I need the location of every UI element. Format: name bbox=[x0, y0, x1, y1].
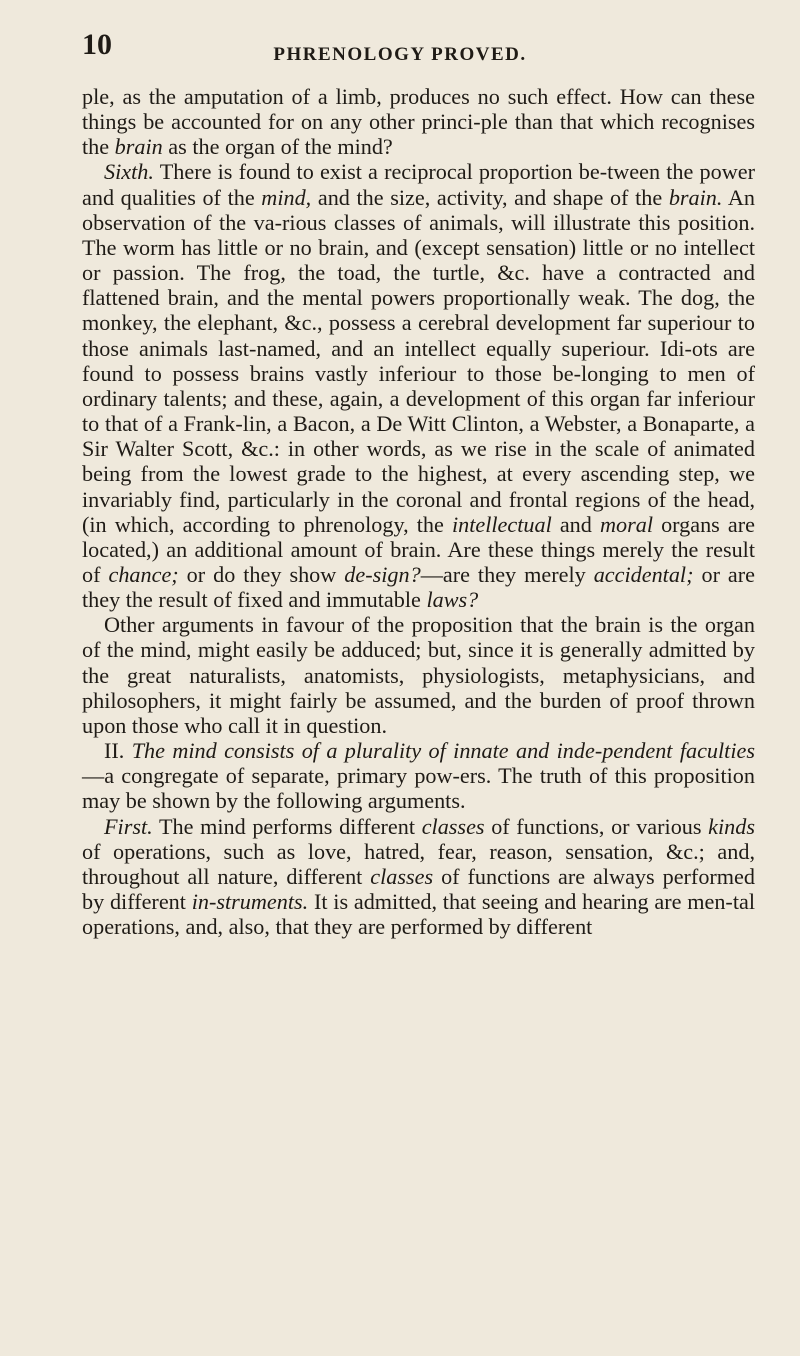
text-run: Other arguments in favour of the proposition that the brain is the organ of the mind, might easily be adduced; but, since it is generally admitted by the great naturalists, anatomists, physiologists, metaphysicians, and philosophers, it might fairly be assumed, and the burden of proof thrown upon those who call it in question. bbox=[82, 612, 755, 738]
italic-run: First. bbox=[104, 813, 153, 839]
text-run: of functions are always performed by different bbox=[82, 863, 755, 914]
paragraph-1 bbox=[82, 84, 755, 159]
text-run: or do they show bbox=[178, 561, 345, 587]
italic-run: accidental; bbox=[593, 561, 694, 587]
text-run: or are they the result of fixed and immutable bbox=[82, 561, 756, 613]
page-number: 10 bbox=[82, 28, 112, 61]
paragraph-2 bbox=[82, 159, 755, 612]
italic-run: mind, bbox=[261, 184, 312, 210]
italic-run: classes bbox=[421, 813, 485, 839]
text-run: ple, as the amputation of a limb, produces no such effect. How can these things be accounted for on any other princi-ple than that which recognises the bbox=[82, 84, 755, 160]
running-title: PHRENOLOGY PROVED. bbox=[273, 44, 527, 65]
text-run: The mind performs different bbox=[152, 813, 422, 839]
text-run: An observation of the va-rious classes of animals, will illustrate this position. The worm has little or no brain, and (except sensation) little or no intellect or passion. The frog, the toad, the turtle, &c. have a contracted and flattened brain, and the mental powers proportionally weak. The dog, the monkey, the elephant, &c., possess a cerebral development far superiour to those animals last-named, and an intellect equally superiour. Idi-ots are found to possess brains vastly inferiour to those be-longing to men of ordinary talents; and these, again, a development of this organ far inferiour to that of a Frank-lin, a Bacon, a De Witt Clinton, a Webster, a Bonaparte, a Sir Walter Scott, &c.: in other words, as we rise in the scale of animated being from the lowest grade to the highest, at every ascending step, we invariably find, particularly in the coronal and frontal regions of the head, (in which, according to phrenology, the bbox=[82, 184, 755, 537]
italic-run: laws? bbox=[426, 587, 479, 613]
italic-run: The mind consists of a plurality of innate and inde-pendent faculties bbox=[131, 738, 755, 764]
text-run: It is admitted, that seeing and hearing are men-tal operations, and, also, that they are performed by different bbox=[82, 889, 755, 940]
italic-run: chance; bbox=[108, 561, 179, 587]
text-run: of operations, such as love, hatred, fear, reason, sensation, &c.; and, throughout all nature, different bbox=[82, 838, 755, 889]
text-run: and the size, activity, and shape of the bbox=[311, 184, 669, 210]
paragraph-5 bbox=[82, 814, 755, 940]
text-run: —are they merely bbox=[420, 561, 594, 587]
text-run: organs are located,) an additional amount of brain. Are these things merely the result of bbox=[82, 511, 755, 587]
italic-run: brain. bbox=[668, 184, 723, 210]
italic-run: classes bbox=[370, 863, 434, 889]
italic-run: kinds bbox=[708, 813, 755, 839]
italic-run: moral bbox=[599, 511, 653, 537]
text-run: of functions, or various bbox=[484, 813, 709, 839]
italic-run: brain bbox=[114, 134, 163, 160]
italic-run: de-sign? bbox=[344, 561, 421, 587]
text-run: —a congregate of separate, primary pow-ers. The truth of this proposition may be shown by the following arguments. bbox=[82, 763, 755, 814]
text-run: and bbox=[551, 511, 600, 537]
paragraph-3 bbox=[82, 612, 755, 738]
paragraph-4 bbox=[82, 738, 755, 813]
italic-run: in-struments. bbox=[191, 889, 309, 914]
body-text bbox=[82, 84, 755, 939]
text-run: II. bbox=[104, 738, 132, 764]
text-run: There is found to exist a reciprocal proportion be-tween the power and qualities of the bbox=[82, 159, 755, 210]
italic-run: intellectual bbox=[451, 511, 552, 537]
text-run: as the organ of the mind? bbox=[162, 134, 393, 160]
italic-run: Sixth. bbox=[104, 159, 154, 185]
